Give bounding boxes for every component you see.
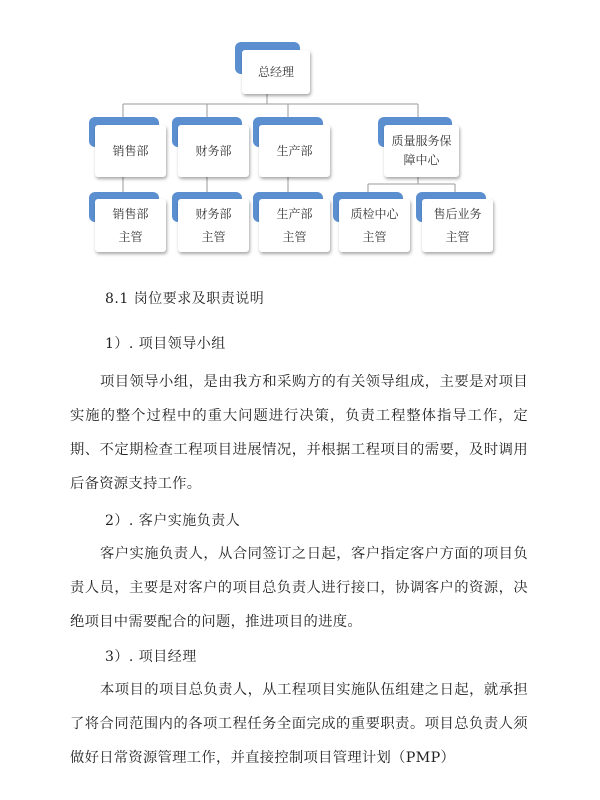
org-label-qc-supervisor-line2: 主管 (362, 229, 387, 244)
org-chart (0, 0, 600, 260)
section-title: 8.1 岗位要求及职责说明 (105, 291, 265, 307)
org-label-production-supervisor-line1: 生产部 (276, 206, 313, 221)
org-label-aftersales-supervisor-line1: 售后业务 (433, 206, 482, 221)
org-label-finance-supervisor-line2: 主管 (201, 229, 226, 244)
item-heading-3: 3）. 项目经理 (105, 649, 197, 665)
item-body-3: 本项目的项目总负责人，从工程项目实施队伍组建之日起，就承担了将合同范围内的各项工程任务全面完成的重要职责。项目总负责人须做好日常资源管理工作，并直接控制项目管理计划（PMP） (70, 682, 528, 766)
org-label-aftersales-supervisor-line2: 主管 (445, 229, 470, 244)
org-label-sales-supervisor-line1: 销售部 (112, 206, 149, 221)
item-heading-1: 1）. 项目领导小组 (105, 336, 226, 352)
item-body-1: 项目领导小组，是由我方和采购方的有关领导组成，主要是对项目实施的整个过程中的重大问题进行决策，负责工程整体指导工作，定期、不定期检查工程项目进展情况，并根据工程项目的需要，及时调用后备资源支持工作。 (70, 374, 528, 492)
org-label-finance-dept: 财务部 (195, 143, 232, 158)
item-heading-2: 2）. 客户实施负责人 (105, 513, 241, 529)
item-body-2: 客户实施负责人，从合同签订之日起，客户指定客户方面的项目负责人员，主要是对客户的项目总负责人进行接口，协调客户的资源，决绝项目中需要配合的问题，推进项目的进度。 (70, 546, 528, 630)
org-label-qc-supervisor-line1: 质检中心 (350, 206, 399, 221)
org-label-general-manager: 总经理 (257, 64, 294, 79)
org-label-production-dept: 生产部 (276, 143, 313, 158)
org-label-production-supervisor-line2: 主管 (282, 229, 307, 244)
org-label-finance-supervisor-line1: 财务部 (195, 206, 232, 221)
org-label-quality-center-line1: 质量服务保 (391, 133, 452, 148)
org-label-quality-center-line2: 障中心 (403, 153, 440, 167)
org-label-sales-supervisor-line2: 主管 (118, 229, 143, 244)
org-label-sales-dept: 销售部 (112, 143, 149, 158)
